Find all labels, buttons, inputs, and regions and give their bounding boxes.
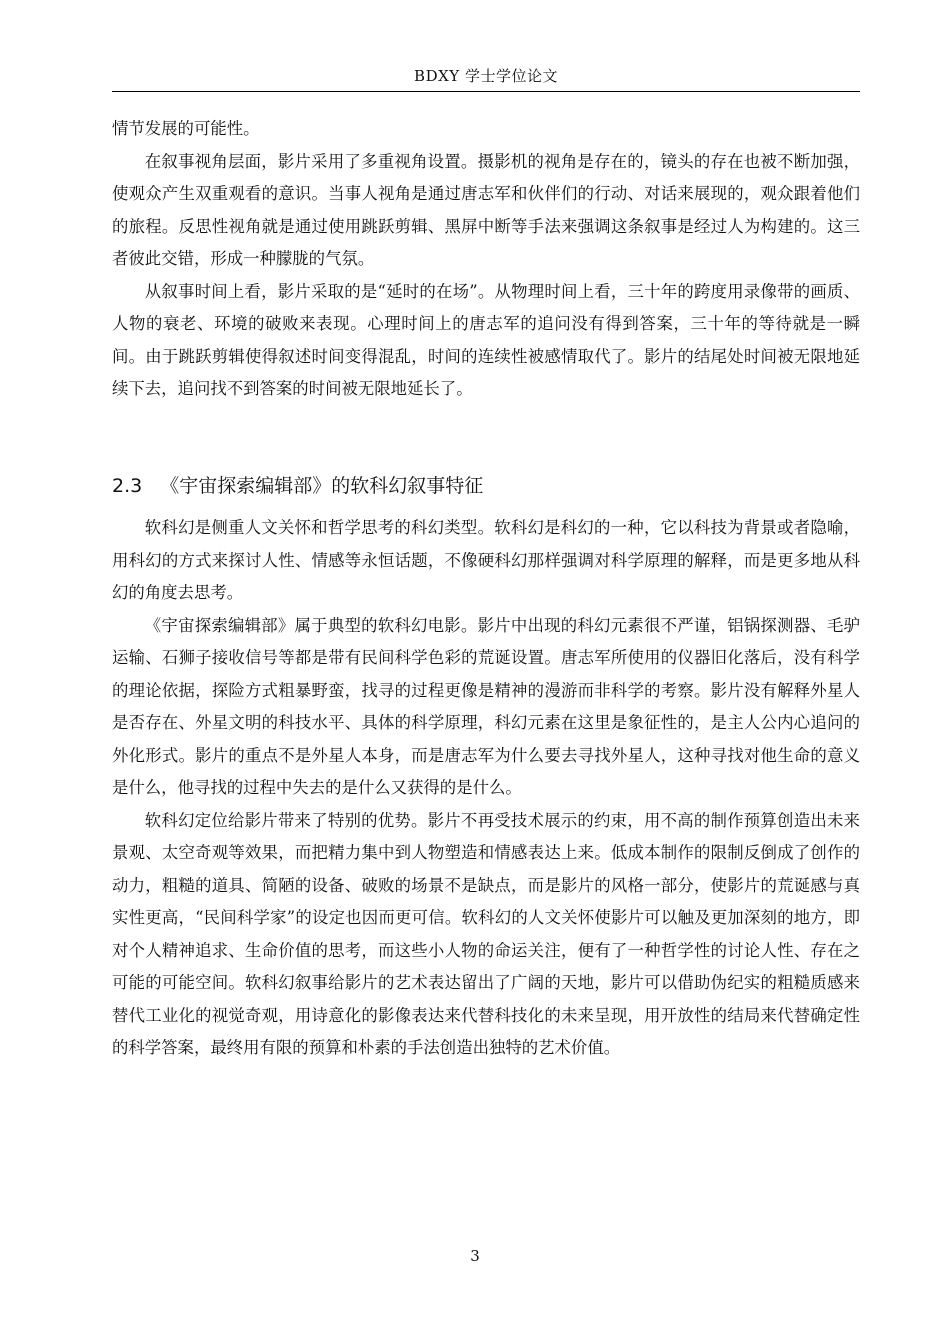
paragraph: 软科幻是侧重人文关怀和哲学思考的科幻类型。软科幻是科幻的一种，它以科技为背景或者隐喻，用科幻的方式来探讨人性、情感等永恒话题，不像硬科幻那样强调对科学原理的解释，而是更多地从科幻的角度去思考。 [112,518,860,602]
paragraph: 在叙事视角层面，影片采用了多重视角设置。摄影机的视角是存在的，镜头的存在也被不断加强，使观众产生双重观看的意识。当事人视角是通过唐志军和伙伴们的行动、对话来展现的，观众跟着他们的旅程。反思性视角就是通过使用跳跃剪辑、黑屏中断等手法来强调这条叙事是经过人为构建的。这三者彼此交错，形成一种朦胧的气氛。 [112,151,860,268]
section-number: 2.3 [112,475,143,497]
section-title: 《宇宙探索编辑部》的软科幻叙事特征 [160,475,484,497]
body-text-top [112,113,860,406]
paragraph: 从叙事时间上看，影片采取的是“延时的在场”。从物理时间上看，三十年的跨度用录像带的画质、人物的衰老、环境的破败来表现。心理时间上的唐志军的追问没有得到答案，三十年的等待就是一瞬间。由于跳跃剪辑使得叙述时间变得混乱，时间的连续性被感情取代了。影片的结尾处时间被无限地延续下去，追问找不到答案的时间被无限地延长了。 [112,281,860,398]
paragraph: 软科幻定位给影片带来了特别的优势。影片不再受技术展示的约束，用不高的制作预算创造出未来景观、太空奇观等效果，而把精力集中到人物塑造和情感表达上来。低成本制作的限制反倒成了创作的动力，粗糙的道具、简陋的设备、破败的场景不是缺点，而是影片的风格一部分，使影片的荒诞感与真实性更高，“民间科学家”的设定也因而更可信。软科幻的人文关怀使影片可以触及更加深刻的地方，即对个人精神追求、生命价值的思考，而这些小人物的命运关注，便有了一种哲学性的讨论人性、存在之可能的可能空间。软科幻叙事给影片的艺术表达留出了广阔的天地，影片可以借助伪纪实的粗糙质感来替代工业化的视觉奇观，用诗意化的影像表达来代替科技化的未来呈现，用开放性的结局来代替确定性的科学答案，最终用有限的预算和朴素的手法创造出独特的艺术价值。 [112,810,860,1057]
page-header: BDXY 学士学位论文 [414,67,558,85]
section-heading [112,472,860,500]
body-text-section [112,512,860,1065]
header-rule [112,91,860,92]
paragraph: 《宇宙探索编辑部》属于典型的软科幻电影。影片中出现的科幻元素很不严谨，铝锅探测器、毛驴运输、石狮子接收信号等都是带有民间科学色彩的荒诞设置。唐志军所使用的仪器旧化落后，没有科学的理论依据，探险方式粗暴野蛮，找寻的过程更像是精神的漫游而非科学的考察。影片没有解释外星人是否存在、外星文明的科技水平、具体的科学原理，科幻元素在这里是象征性的，是主人公内心追问的外化形式。影片的重点不是外星人本身，而是唐志军为什么要去寻找外星人，这种寻找对他生命的意义是什么，他寻找的过程中失去的是什么又获得的是什么。 [112,615,860,797]
paragraph: 情节发展的可能性。 [112,119,260,138]
page-number: 3 [470,1247,480,1265]
